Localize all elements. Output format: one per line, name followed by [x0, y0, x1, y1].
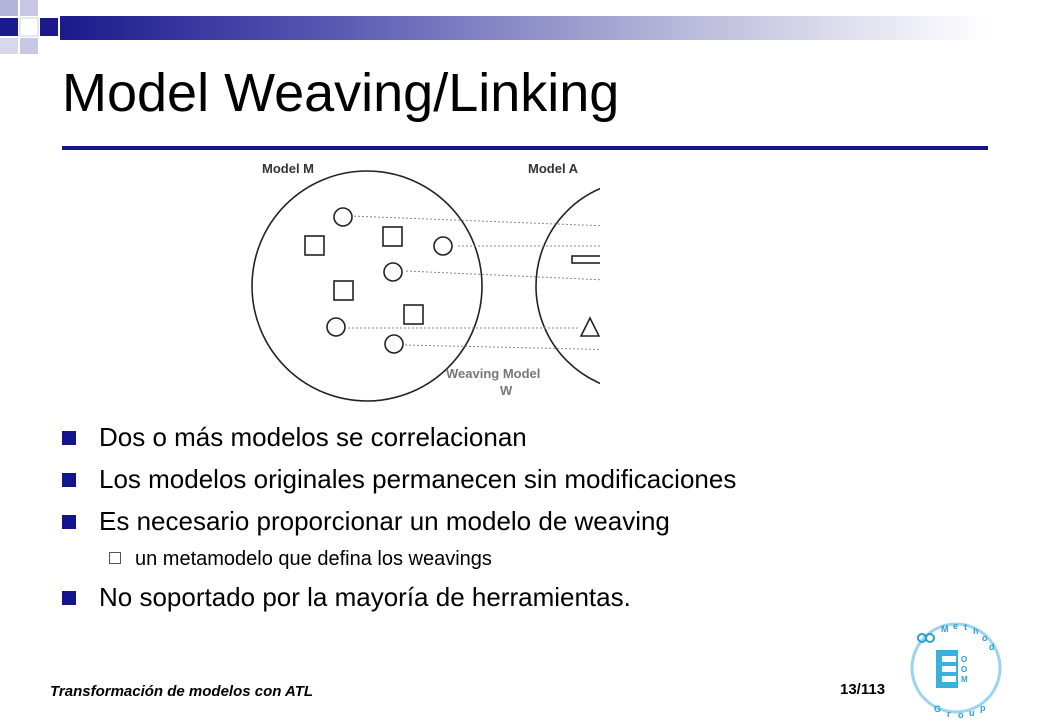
hollow-square-bullet-icon [109, 552, 121, 564]
model-a-circle [536, 180, 600, 392]
svg-text:O: O [961, 655, 968, 664]
svg-text:p: p [980, 703, 986, 713]
footer-text: Transformación de modelos con ATL [50, 683, 314, 700]
page-number: 13/113 [840, 681, 886, 698]
svg-text:O: O [961, 665, 968, 674]
svg-text:M: M [941, 624, 949, 634]
model-a-label: Model A [528, 161, 579, 176]
square-bullet-icon [62, 431, 76, 445]
weaving-diagram [250, 153, 600, 405]
title-underline [62, 146, 988, 150]
svg-text:o: o [982, 633, 988, 643]
svg-text:o: o [958, 710, 964, 720]
weaving-model-w-label: W [500, 383, 513, 398]
model-m-elements [305, 208, 452, 353]
weaving-model-label: Weaving Model [446, 366, 541, 381]
svg-text:M: M [961, 675, 968, 684]
bullet-item: Dos o más modelos se correlacionan [62, 418, 942, 460]
svg-text:t: t [964, 622, 967, 632]
bullet-item: Los modelos originales permanecen sin modificaciones [62, 460, 942, 502]
svg-text:u: u [969, 708, 975, 718]
svg-text:G: G [934, 704, 942, 714]
svg-text:h: h [973, 626, 979, 636]
svg-text:d: d [989, 642, 995, 652]
bullet-item: No soportado por la mayoría de herramientas. [62, 578, 942, 620]
header-gradient-bar [60, 16, 988, 40]
svg-text:e: e [953, 621, 959, 631]
square-bullet-icon [62, 473, 76, 487]
model-a-elements [572, 217, 600, 360]
oo-method-group-logo [908, 620, 1020, 720]
slide-title: Model Weaving/Linking [62, 63, 620, 123]
bullet-list [62, 418, 942, 620]
square-bullet-icon [62, 591, 76, 605]
bullet-item: Es necesario proporcionar un modelo de weaving [62, 502, 942, 544]
square-bullet-icon [62, 515, 76, 529]
model-m-label: Model M [262, 161, 314, 176]
svg-text:r: r [947, 709, 951, 719]
sub-bullet-item: un metamodelo que defina los weavings [62, 544, 942, 578]
